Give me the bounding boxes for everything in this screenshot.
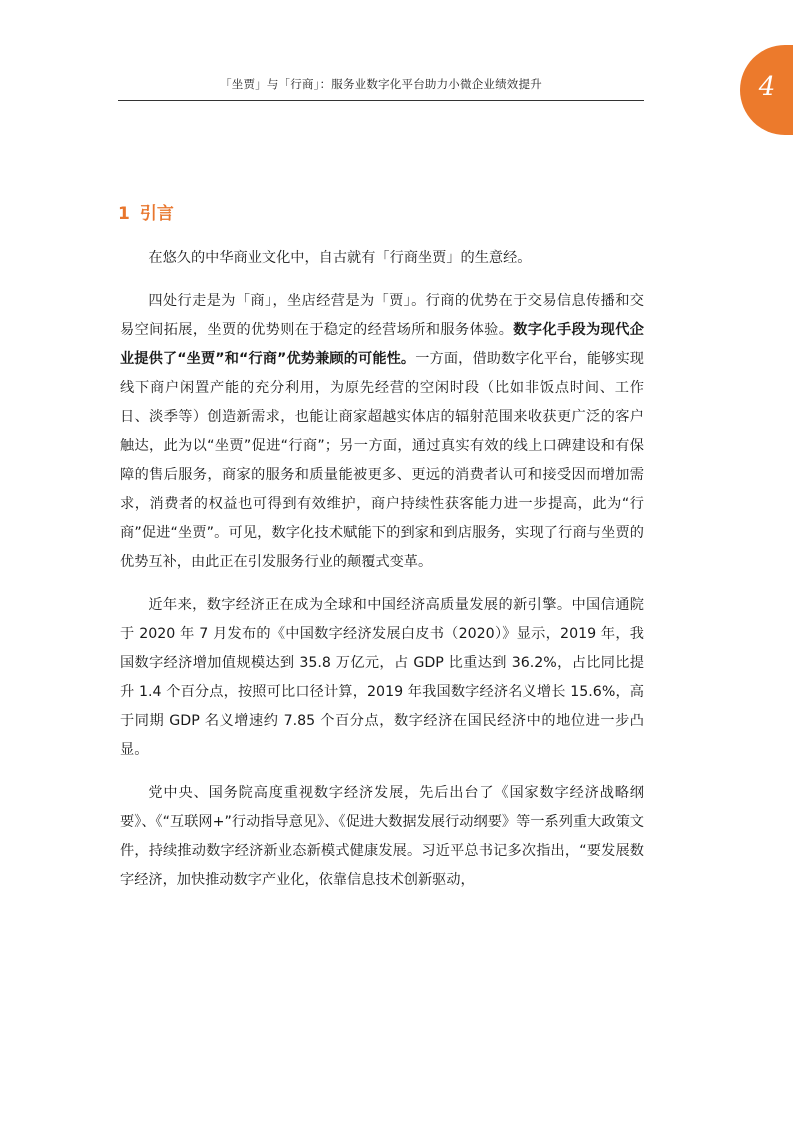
paragraph-2-body: 一方面，借助数字化平台，能够实现线下商户闲置产能的充分利用，为原先经营的空闲时段（比如非饭点时间、工作日、淡季等）创造新需求，也能让商家超越实体店的辐射范围来收获更广泛的客户触达，此为以“坐贾”促进“行商”；另一方面，通过真实有效的线上口碑建设和有保障的售后服务，商家的服务和质量能被更多、更远的消费者认可和接受因而增加需求，消费者的权益也可得到有效维护，商户持续性获客能力进一步提高，此为“行商”促进“坐贾”。可见，数字化技术赋能下的到家和到店服务，实现了行商与坐贾的优势互补，由此正在引发服务行业的颠覆式变革。 bbox=[120, 351, 644, 570]
header-rule bbox=[118, 100, 644, 101]
page-number: 4 bbox=[758, 72, 776, 102]
section-heading bbox=[118, 199, 174, 224]
paragraph-2 bbox=[120, 287, 644, 577]
section-title: 引言 bbox=[139, 204, 174, 224]
running-header-title: 「坐贾」与「行商」：服务业数字化平台助力小微企业绩效提升 bbox=[220, 77, 542, 91]
paragraph-2-emphasis: 数字化手段为现代企业提供了“坐贾”和“行商”优势兼顾的可能性。 bbox=[120, 322, 644, 367]
body-text bbox=[120, 244, 644, 909]
section-number: 1 bbox=[118, 204, 130, 224]
paragraph-4: 党中央、国务院高度重视数字经济发展，先后出台了《国家数字经济战略纲要》、《“互联网+”行动指导意见》、《促进大数据发展行动纲要》等一系列重大政策文件，持续推动数字经济新业态新模式健康发展。习近平总书记多次指出，“要发展数字经济，加快推动数字产业化，依靠信息技术创新驱动， bbox=[120, 785, 644, 888]
paragraph-1: 在悠久的中华商业文化中，自古就有「行商坐贾」的生意经。 bbox=[148, 250, 532, 266]
paragraph-3: 近年来，数字经济正在成为全球和中国经济高质量发展的新引擎。中国信通院于 2020 年 7 月发布的《中国数字经济发展白皮书（2020）》显示，2019 年，我国数字经济增加值规模达到 35.8 万亿元，占 GDP 比重达到 36.2%，占比同比提升 1.4 个百分点，按照可比口径计算，2019 年我国数字经济名义增长 15.6%，高于同期 GDP 名义增速约 7.85 个百分点，数字经济在国民经济中的地位进一步凸显。 bbox=[120, 597, 644, 758]
paragraph-2-intro: 四处行走是为「商」，坐店经营是为「贾」。行商的优势在于交易信息传播和交易空间拓展，坐贾的优势则在于稳定的经营场所和服务体验。 bbox=[120, 293, 644, 338]
